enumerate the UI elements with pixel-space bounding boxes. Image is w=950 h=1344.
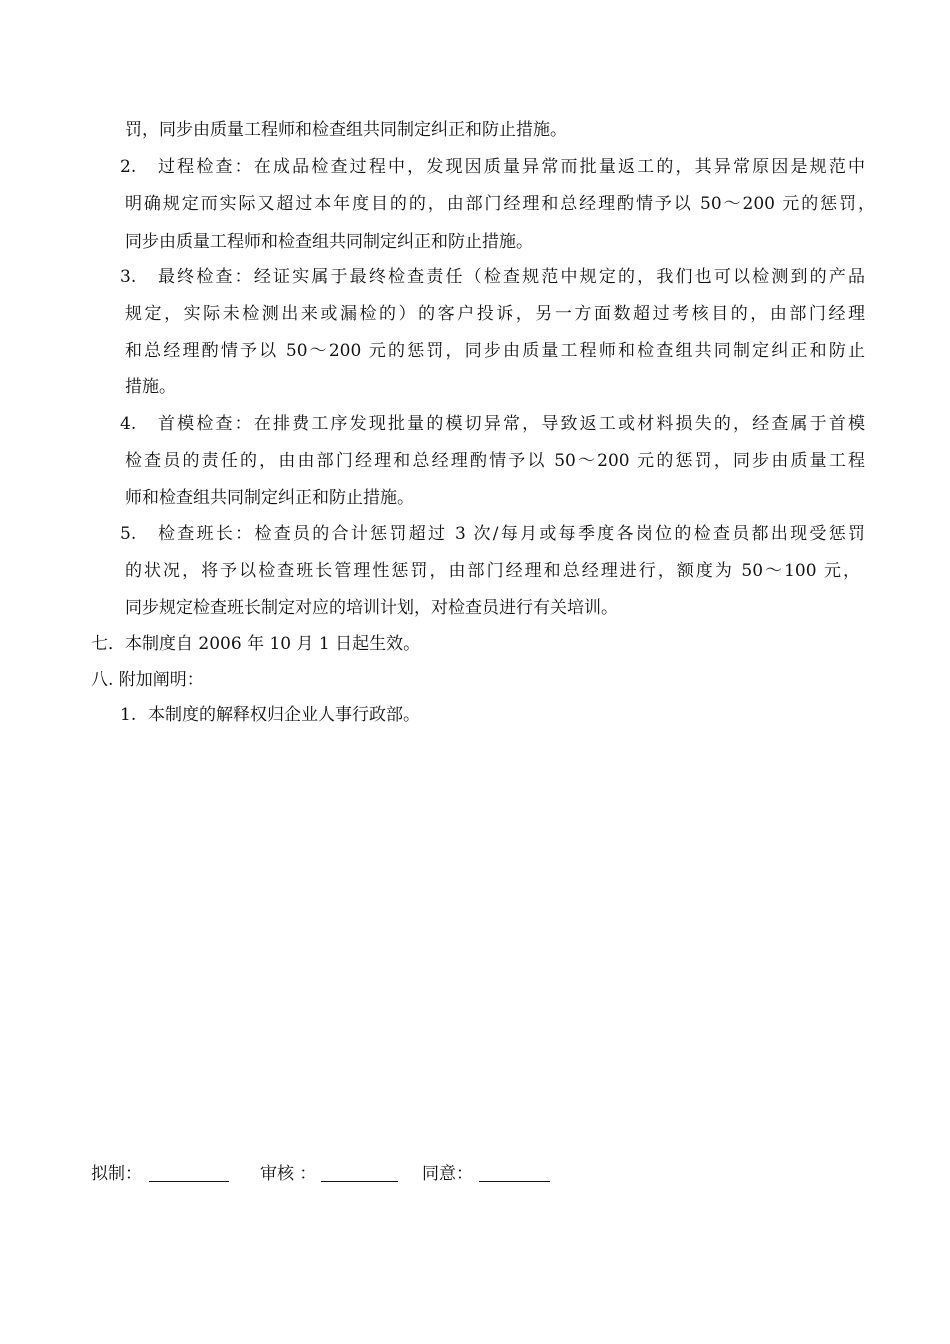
approve-label: 同意： xyxy=(422,1164,473,1184)
section-8-item-text: 本制度的解释权归企业人事行政部。 xyxy=(148,705,420,725)
item-2-number: 2. xyxy=(120,157,137,177)
section-8-heading: 八. 附加阐明： xyxy=(91,670,204,690)
item-3-line-3: 和总经理酌情予以 50～200 元的惩罚，同步由质量工程师和检查组共同制定纠正和防止 xyxy=(125,341,865,361)
continuation-line: 罚，同步由质量工程师和检查组共同制定纠正和防止措施。 xyxy=(125,120,567,140)
item-5-line-1: 检查班长：检查员的合计惩罚超过 3 次/每月或每季度各岗位的检查员都出现受惩罚 xyxy=(158,524,865,544)
item-4-number: 4. xyxy=(120,414,137,434)
item-3-line-1: 最终检查：经证实属于最终检查责任（检查规范中规定的，我们也可以检测到的产品 xyxy=(158,267,865,287)
item-2-line-3: 同步由质量工程师和检查组共同制定纠正和防止措施。 xyxy=(125,232,533,252)
item-4-line-2: 检查员的责任的，由由部门经理和总经理酌情予以 50～200 元的惩罚，同步由质量工程 xyxy=(125,451,865,471)
draft-label: 拟制： xyxy=(91,1164,142,1184)
item-5-number: 5. xyxy=(120,524,137,544)
item-2-line-2: 明确规定而实际又超过本年度目的的，由部门经理和总经理酌情予以 50～200 元的惩罚， xyxy=(125,194,875,214)
approve-blank xyxy=(479,1181,550,1182)
item-5-line-2: 的状况，将予以检查班长管理性惩罚，由部门经理和总经理进行，额度为 50～100 元， xyxy=(125,561,860,581)
item-4-line-3: 师和检查组共同制定纠正和防止措施。 xyxy=(125,488,414,508)
item-5-line-3: 同步规定检查班长制定对应的培训计划，对检查员进行有关培训。 xyxy=(125,598,618,618)
item-3-number: 3. xyxy=(120,267,137,287)
section-8-item-number: 1. xyxy=(120,705,137,725)
review-label: 审核 ： xyxy=(260,1164,317,1184)
draft-blank xyxy=(149,1181,229,1182)
item-3-line-4: 措施。 xyxy=(125,377,176,397)
item-2-line-1: 过程检查：在成品检查过程中，发现因质量异常而批量返工的，其异常原因是规范中 xyxy=(158,157,865,177)
item-3-line-2: 规定，实际未检测出来或漏检的）的客户投诉，另一方面数超过考核目的，由部门经理 xyxy=(125,304,865,324)
item-4-line-1: 首模检查：在排费工序发现批量的模切异常，导致返工或材料损失的，经查属于首模 xyxy=(158,414,865,434)
section-7: 七．本制度自 2006 年 10 月 1 日起生效。 xyxy=(91,634,421,654)
review-blank xyxy=(321,1181,398,1182)
